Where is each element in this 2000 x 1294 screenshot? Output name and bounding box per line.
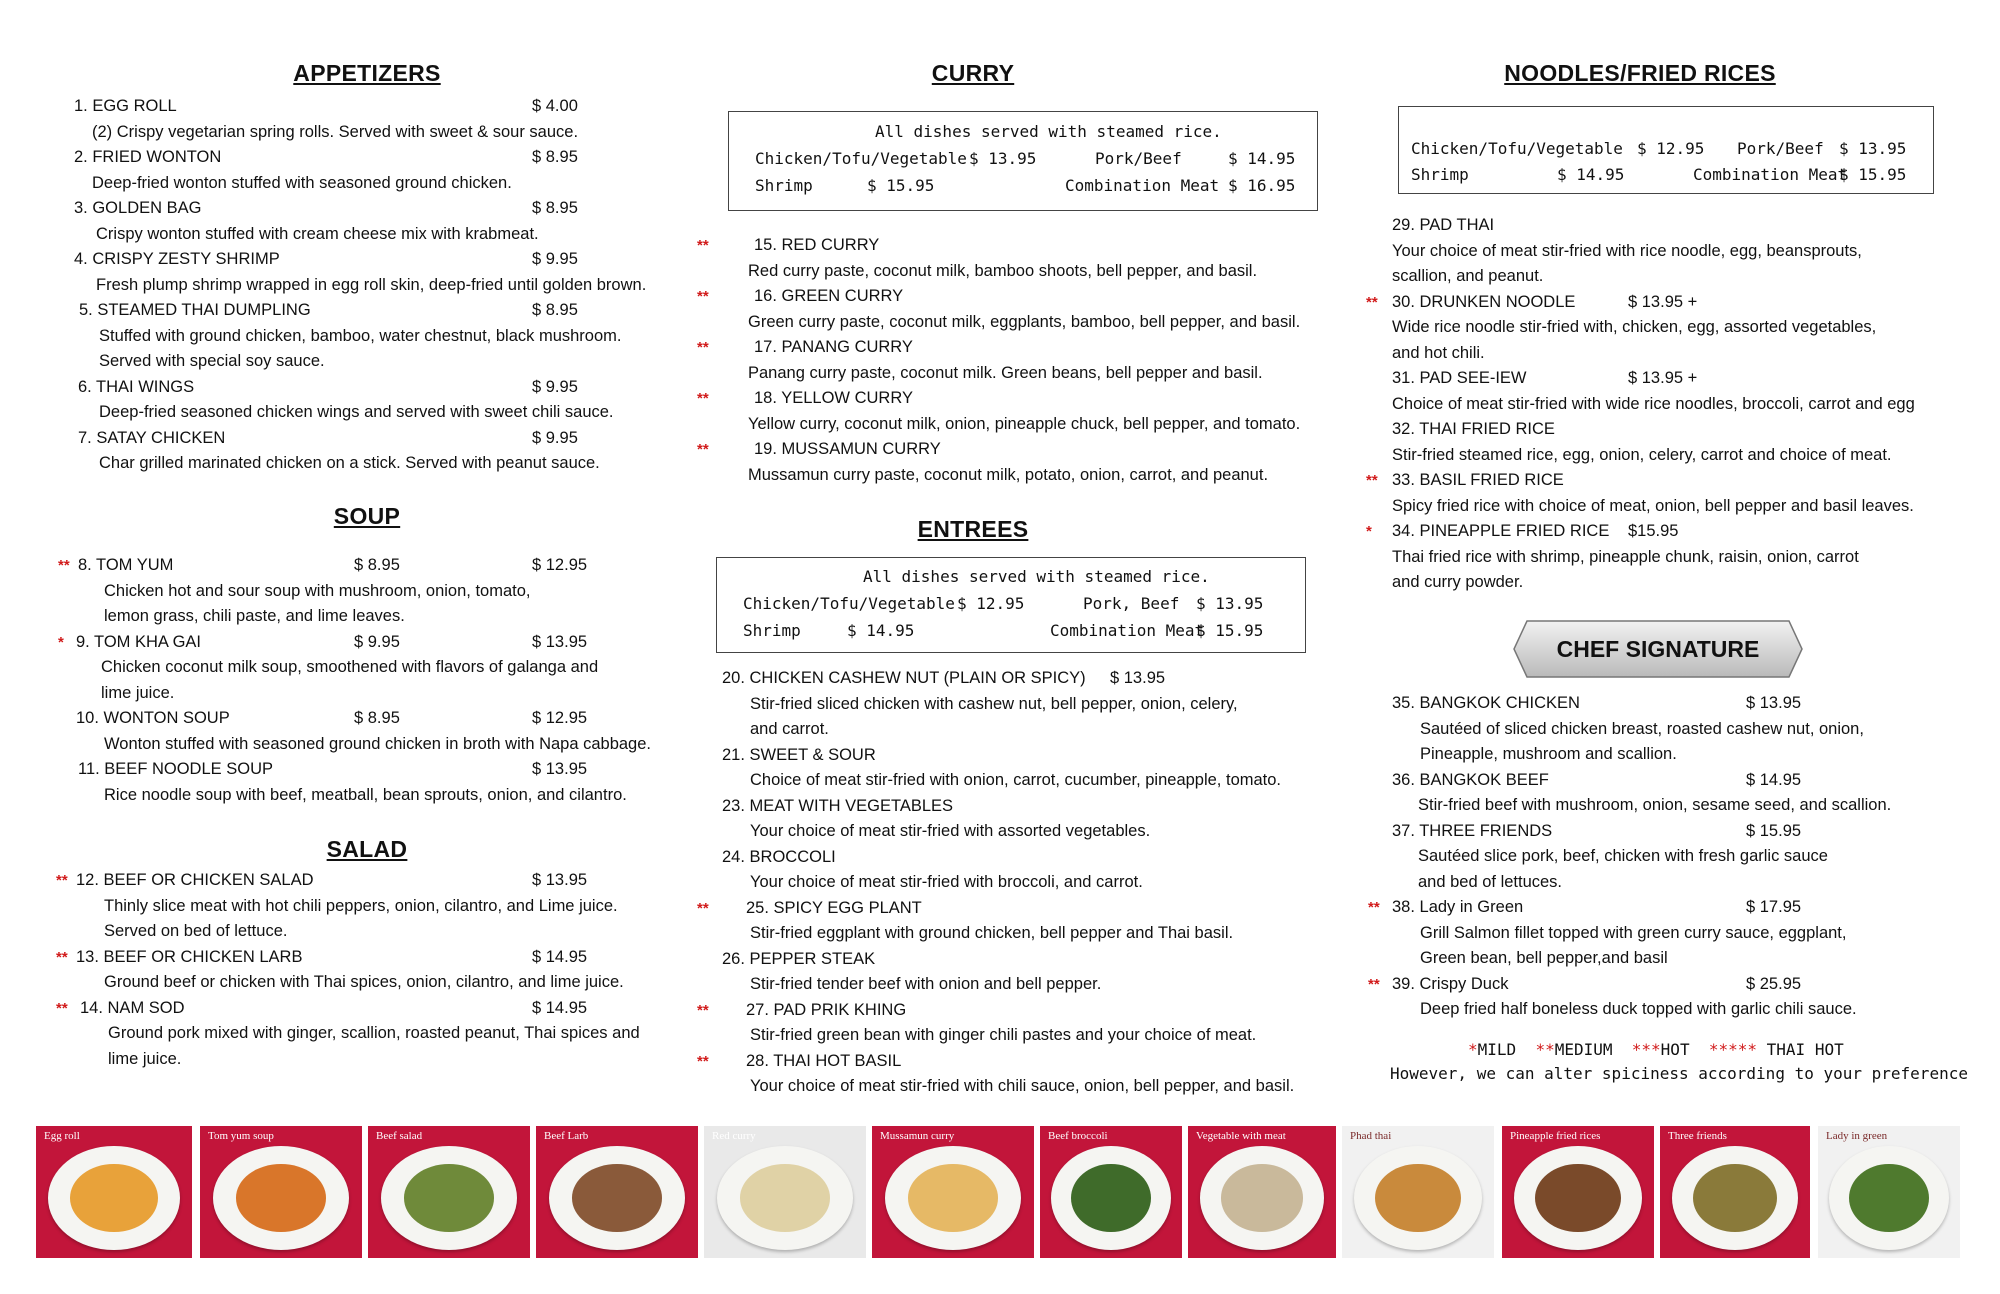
item-description: Deep fried half boneless duck topped with garlic chili sauce. — [1420, 1000, 1857, 1018]
entrees-box-b-price: $ 13.95 — [1196, 594, 1264, 613]
entrees-box-a-label: Chicken/Tofu/Vegetable — [743, 594, 955, 613]
item-description: Grill Salmon fillet topped with green curry sauce, eggplant, — [1420, 923, 1847, 942]
spice-stars: ** — [697, 1052, 709, 1070]
item-name: 29. PAD THAI — [1392, 216, 1495, 234]
item-name: 39. Crispy Duck — [1392, 974, 1509, 993]
photo-caption: Beef salad — [376, 1130, 423, 1142]
item-name: 4. CRISPY ZESTY SHRIMP — [74, 250, 280, 268]
curry-box-d-label: Combination Meat — [1065, 176, 1220, 195]
noodles-title: NOODLES/FRIED RICES — [1504, 60, 1776, 86]
noodles-box-b-price: $ 13.95 — [1839, 139, 1907, 158]
chef-signature-badge — [1513, 620, 1803, 678]
item-name: 23. MEAT WITH VEGETABLES — [722, 796, 954, 815]
item-price: $15.95 — [1628, 522, 1679, 540]
dish — [1221, 1164, 1304, 1232]
item-description: Chicken hot and sour soup with mushroom, onion, tomato, — [104, 581, 531, 600]
curry-box-a-label: Chicken/Tofu/Vegetable — [755, 149, 967, 168]
noodles-box-b-label: Pork/Beef — [1737, 139, 1824, 158]
photo-caption: Lady in green — [1826, 1130, 1888, 1142]
food-photo-strip — [36, 1126, 1960, 1258]
dish — [740, 1164, 831, 1232]
dish — [908, 1164, 999, 1232]
food-photo — [1188, 1126, 1336, 1258]
dish — [1375, 1164, 1460, 1232]
item-price-small: $ 8.95 — [354, 556, 400, 574]
item-description: scallion, and peanut. — [1392, 267, 1544, 285]
item-name: 15. RED CURRY — [754, 236, 880, 254]
item-name: 26. PEPPER STEAK — [722, 949, 876, 968]
item-description: Your choice of meat stir-fried with broccoli, and carrot. — [750, 873, 1143, 891]
item-description: Chicken coconut milk soup, smoothened with flavors of galanga and — [101, 658, 599, 676]
curry-box-d-price: $ 16.95 — [1228, 176, 1296, 195]
noodles-price-box — [1398, 106, 1934, 194]
food-photo — [36, 1126, 192, 1258]
noodles-box-d-label: Combination Meat — [1693, 165, 1848, 184]
item-price: $ 9.95 — [532, 428, 578, 447]
item-description: Sautéed of sliced chicken breast, roasted cashew nut, onion, — [1420, 719, 1864, 738]
item-description: Your choice of meat stir-fried with chili sauce, onion, bell pepper, and basil. — [750, 1077, 1295, 1095]
item-price-small: $ 9.95 — [354, 632, 400, 651]
item-description: Green curry paste, coconut milk, eggplants, bamboo, bell pepper, and basil. — [748, 312, 1301, 331]
curry-box-b-label: Pork/Beef — [1095, 149, 1182, 168]
curry-box-c-price: $ 15.95 — [867, 176, 935, 195]
photo-caption: Tom yum soup — [208, 1130, 274, 1142]
item-description: Stir-fried tender beef with onion and bell pepper. — [750, 975, 1102, 993]
item-description: Stir-fried green bean with ginger chili pastes and your choice of meat. — [750, 1026, 1257, 1044]
item-description: and carrot. — [750, 720, 829, 738]
item-description: Sautéed slice pork, beef, chicken with fresh garlic sauce — [1418, 847, 1828, 865]
spice-stars: ** — [58, 557, 70, 574]
photo-caption: Beef Larb — [544, 1130, 589, 1142]
item-price: $ 13.95 — [532, 871, 588, 889]
item-price: $ 9.95 — [532, 377, 578, 396]
item-name: 11. BEEF NOODLE SOUP — [78, 760, 274, 778]
dish — [1071, 1164, 1151, 1232]
item-name: 5. STEAMED THAI DUMPLING — [79, 301, 311, 319]
item-description: lime juice. — [101, 683, 175, 702]
item-description: Panang curry paste, coconut milk. Green beans, bell pepper and basil. — [748, 363, 1263, 382]
food-photo — [1040, 1126, 1182, 1258]
food-photo — [1502, 1126, 1654, 1258]
item-description: (2) Crispy vegetarian spring rolls. Served with sweet & sour sauce. — [92, 122, 579, 141]
spice-stars: ** — [697, 1001, 709, 1019]
item-description: Green bean, bell pepper,and basil — [1420, 949, 1668, 967]
item-description: Served on bed of lettuce. — [104, 922, 288, 940]
noodles-box-d-price: $ 15.95 — [1839, 165, 1907, 184]
item-price: $ 25.95 — [1746, 974, 1802, 993]
entrees-box-c-label: Shrimp — [743, 621, 801, 640]
item-name: 14. NAM SOD — [80, 998, 185, 1017]
food-photo — [368, 1126, 530, 1258]
curry-box-a-price: $ 13.95 — [969, 149, 1037, 168]
spice-hot-label: HOT — [1660, 1040, 1690, 1059]
item-price-large: $ 13.95 — [532, 632, 588, 651]
item-price: $ 13.95 — [1110, 669, 1166, 687]
item-name: 10. WONTON SOUP — [76, 709, 230, 727]
spice-stars: ** — [697, 339, 709, 356]
item-description: Yellow curry, coconut milk, onion, pineapple chuck, bell pepper, and tomato. — [748, 414, 1301, 433]
item-description: Thai fried rice with shrimp, pineapple chunk, raisin, onion, carrot — [1392, 547, 1859, 566]
item-description: Stir-fried steamed rice, egg, onion, celery, carrot and choice of meat. — [1392, 445, 1892, 464]
item-name: 1. EGG ROLL — [74, 97, 177, 115]
spice-stars: ** — [1368, 899, 1380, 916]
item-description: and bed of lettuces. — [1418, 872, 1563, 891]
food-photo — [200, 1126, 362, 1258]
item-description: Your choice of meat stir-fried with assorted vegetables. — [750, 822, 1151, 840]
item-name: 27. PAD PRIK KHING — [746, 1000, 907, 1019]
noodles-box-a-label: Chicken/Tofu/Vegetable — [1411, 139, 1623, 158]
item-name: 17. PANANG CURRY — [754, 338, 913, 356]
spice-stars: ** — [697, 237, 709, 254]
item-price: $ 14.95 — [532, 998, 588, 1017]
spice-mild-label: MILD — [1477, 1040, 1517, 1059]
item-price-large: $ 13.95 — [532, 760, 588, 778]
item-price-large: $ 12.95 — [532, 556, 588, 574]
item-description: Stuffed with ground chicken, bamboo, water chestnut, black mushroom. — [99, 326, 622, 345]
spice-stars: ** — [1366, 293, 1378, 311]
dish — [1535, 1164, 1620, 1232]
curry-price-box — [728, 111, 1318, 211]
item-description: Deep-fried seasoned chicken wings and served with sweet chili sauce. — [99, 403, 614, 421]
photo-caption: Mussamun curry — [880, 1130, 955, 1142]
noodles-box-c-price: $ 14.95 — [1557, 165, 1625, 184]
dish — [1849, 1164, 1929, 1232]
item-description: Wide rice noodle stir-fried with, chicken, egg, assorted vegetables, — [1392, 318, 1877, 336]
noodles-box-c-label: Shrimp — [1411, 165, 1469, 184]
entrees-box-c-price: $ 14.95 — [847, 621, 915, 640]
item-description: Rice noodle soup with beef, meatball, bean sprouts, onion, and cilantro. — [104, 785, 627, 804]
item-price: $ 13.95 + — [1628, 292, 1698, 311]
item-name: 34. PINEAPPLE FRIED RICE — [1392, 522, 1610, 540]
entrees-box-b-label: Pork, Beef — [1083, 594, 1180, 613]
food-photo — [1818, 1126, 1960, 1258]
food-photo — [1660, 1126, 1810, 1258]
item-price: $ 15.95 — [1746, 821, 1802, 840]
item-description: Choice of meat stir-fried with onion, carrot, cucumber, pineapple, tomato. — [750, 771, 1282, 789]
item-name: 3. GOLDEN BAG — [74, 199, 202, 217]
item-name: 13. BEEF OR CHICKEN LARB — [76, 947, 303, 966]
appetizers-title: APPETIZERS — [293, 60, 441, 86]
item-price: $ 14.95 — [532, 947, 588, 966]
item-name: 18. YELLOW CURRY — [754, 389, 913, 407]
item-description: and curry powder. — [1392, 573, 1524, 591]
entrees-box-a-price: $ 12.95 — [957, 594, 1025, 613]
item-price: $ 13.95 — [1746, 694, 1802, 712]
item-name: 20. CHICKEN CASHEW NUT (PLAIN OR SPICY) — [722, 669, 1086, 687]
photo-caption: Three friends — [1668, 1130, 1727, 1142]
photo-caption: Phad thai — [1350, 1130, 1392, 1142]
item-description: lemon grass, chili paste, and lime leaves. — [104, 607, 405, 625]
item-price: $ 4.00 — [532, 97, 578, 115]
item-price: $ 8.95 — [532, 301, 578, 319]
food-photo — [536, 1126, 698, 1258]
item-description: Your choice of meat stir-fried with rice noodle, egg, beansprouts, — [1392, 241, 1862, 260]
item-description: lime juice. — [108, 1049, 182, 1068]
food-photo — [872, 1126, 1034, 1258]
item-name: 31. PAD SEE-IEW — [1392, 369, 1527, 387]
food-photo — [1342, 1126, 1494, 1258]
spice-stars: * — [1366, 523, 1372, 540]
item-name: 36. BANGKOK BEEF — [1392, 770, 1549, 789]
item-description: Pineapple, mushroom and scallion. — [1420, 745, 1677, 763]
dish — [572, 1164, 663, 1232]
item-name: 8. TOM YUM — [78, 556, 174, 574]
spice-hot-stars: *** — [1631, 1040, 1661, 1059]
spice-stars: * — [58, 633, 64, 651]
spice-medium-stars: ** — [1535, 1040, 1555, 1059]
spice-levels — [1468, 1040, 1844, 1059]
item-name: 28. THAI HOT BASIL — [746, 1051, 902, 1070]
item-price: $ 17.95 — [1746, 898, 1802, 916]
item-description: Mussamun curry paste, coconut milk, potato, onion, carrot, and peanut. — [748, 465, 1269, 484]
photo-caption: Pineapple fried rices — [1510, 1130, 1601, 1142]
item-description: Red curry paste, coconut milk, bamboo shoots, bell pepper, and basil. — [748, 261, 1258, 280]
item-description: Deep-fried wonton stuffed with seasoned ground chicken. — [92, 173, 512, 192]
entrees-price-box — [716, 557, 1306, 653]
photo-caption: Beef broccoli — [1048, 1130, 1108, 1142]
item-name: 30. DRUNKEN NOODLE — [1392, 292, 1576, 311]
spice-stars: ** — [56, 999, 68, 1017]
item-name: 21. SWEET & SOUR — [722, 745, 876, 764]
curry-title: CURRY — [931, 60, 1015, 86]
item-description: Ground pork mixed with ginger, scallion, roasted peanut, Thai spices and — [108, 1024, 640, 1042]
item-description: Choice of meat stir-fried with wide rice noodles, broccoli, carrot and egg — [1392, 394, 1915, 413]
spice-stars: ** — [697, 390, 709, 407]
dish — [404, 1164, 495, 1232]
item-name: 25. SPICY EGG PLANT — [746, 898, 922, 917]
dish — [70, 1164, 157, 1232]
item-description: Spicy fried rice with choice of meat, onion, bell pepper and basil leaves. — [1392, 496, 1914, 515]
item-price: $ 8.95 — [532, 199, 578, 217]
spice-thaihot-stars: ***** — [1708, 1040, 1758, 1059]
entrees-title: ENTREES — [917, 516, 1029, 542]
item-name: 32. THAI FRIED RICE — [1392, 420, 1555, 438]
curry-box-c-label: Shrimp — [755, 176, 813, 195]
item-price: $ 8.95 — [532, 148, 578, 166]
item-name: 9. TOM KHA GAI — [76, 632, 202, 651]
spice-thaihot-label: THAI HOT — [1766, 1040, 1844, 1059]
item-description: Crispy wonton stuffed with cream cheese mix with krabmeat. — [96, 224, 539, 243]
entrees-box-d-price: $ 15.95 — [1196, 621, 1264, 640]
soup-title: SOUP — [333, 503, 401, 529]
food-photo — [704, 1126, 866, 1258]
photo-caption: Egg roll — [44, 1130, 80, 1142]
item-description: Wonton stuffed with seasoned ground chicken in broth with Napa cabbage. — [104, 734, 651, 753]
item-name: 38. Lady in Green — [1392, 898, 1524, 916]
salad-title: SALAD — [326, 836, 408, 862]
item-description: and hot chili. — [1392, 343, 1485, 362]
item-name: 19. MUSSAMUN CURRY — [754, 440, 941, 458]
item-name: 24. BROCCOLI — [722, 847, 836, 866]
item-name: 33. BASIL FRIED RICE — [1392, 471, 1564, 489]
spice-stars: ** — [56, 872, 68, 889]
chef-signature-title: CHEF SIGNATURE — [1556, 636, 1760, 662]
photo-caption: Vegetable with meat — [1196, 1130, 1286, 1142]
item-description: Served with special soy sauce. — [99, 352, 325, 370]
spice-stars: ** — [1368, 975, 1380, 993]
item-name: 2. FRIED WONTON — [74, 148, 222, 166]
spice-stars: ** — [697, 899, 709, 917]
item-name: 16. GREEN CURRY — [754, 287, 904, 305]
item-price-large: $ 12.95 — [532, 709, 588, 727]
item-price-small: $ 8.95 — [354, 709, 400, 727]
spice-stars: ** — [56, 948, 68, 966]
item-description: Fresh plump shrimp wrapped in egg roll skin, deep-fried until golden brown. — [96, 275, 647, 294]
item-price: $ 9.95 — [532, 250, 578, 268]
item-description: Stir-fried sliced chicken with cashew nut, bell pepper, onion, celery, — [750, 694, 1238, 713]
item-description: Char grilled marinated chicken on a stick. Served with peanut sauce. — [99, 454, 600, 472]
item-name: 6. THAI WINGS — [78, 377, 195, 396]
photo-caption: Red curry — [712, 1130, 756, 1142]
spice-stars: ** — [697, 441, 709, 458]
spice-medium-label: MEDIUM — [1554, 1040, 1613, 1059]
dish — [1693, 1164, 1777, 1232]
item-name: 37. THREE FRIENDS — [1392, 821, 1553, 840]
spice-mild-stars: * — [1468, 1040, 1478, 1059]
item-name: 12. BEEF OR CHICKEN SALAD — [76, 871, 314, 889]
spice-stars: ** — [697, 288, 709, 305]
dish — [236, 1164, 327, 1232]
item-description: Stir-fried eggplant with ground chicken, bell pepper and Thai basil. — [750, 924, 1234, 942]
item-description: Ground beef or chicken with Thai spices, onion, cilantro, and lime juice. — [104, 973, 624, 991]
spice-stars: ** — [1366, 472, 1378, 489]
item-description: Stir-fried beef with mushroom, onion, sesame seed, and scallion. — [1418, 796, 1892, 814]
entrees-box-note: All dishes served with steamed rice. — [863, 567, 1210, 586]
item-price: $ 14.95 — [1746, 770, 1802, 789]
noodles-box-a-price: $ 12.95 — [1637, 139, 1705, 158]
curry-box-note: All dishes served with steamed rice. — [875, 122, 1222, 141]
entrees-box-d-label: Combination Meat — [1050, 621, 1205, 640]
curry-box-b-price: $ 14.95 — [1228, 149, 1296, 168]
spice-note: However, we can alter spiciness according to your preference — [1390, 1064, 1968, 1083]
item-name: 35. BANGKOK CHICKEN — [1392, 694, 1580, 712]
item-name: 7. SATAY CHICKEN — [78, 428, 226, 447]
item-price: $ 13.95 + — [1628, 369, 1698, 387]
item-description: Thinly slice meat with hot chili peppers, onion, cilantro, and Lime juice. — [104, 896, 618, 915]
